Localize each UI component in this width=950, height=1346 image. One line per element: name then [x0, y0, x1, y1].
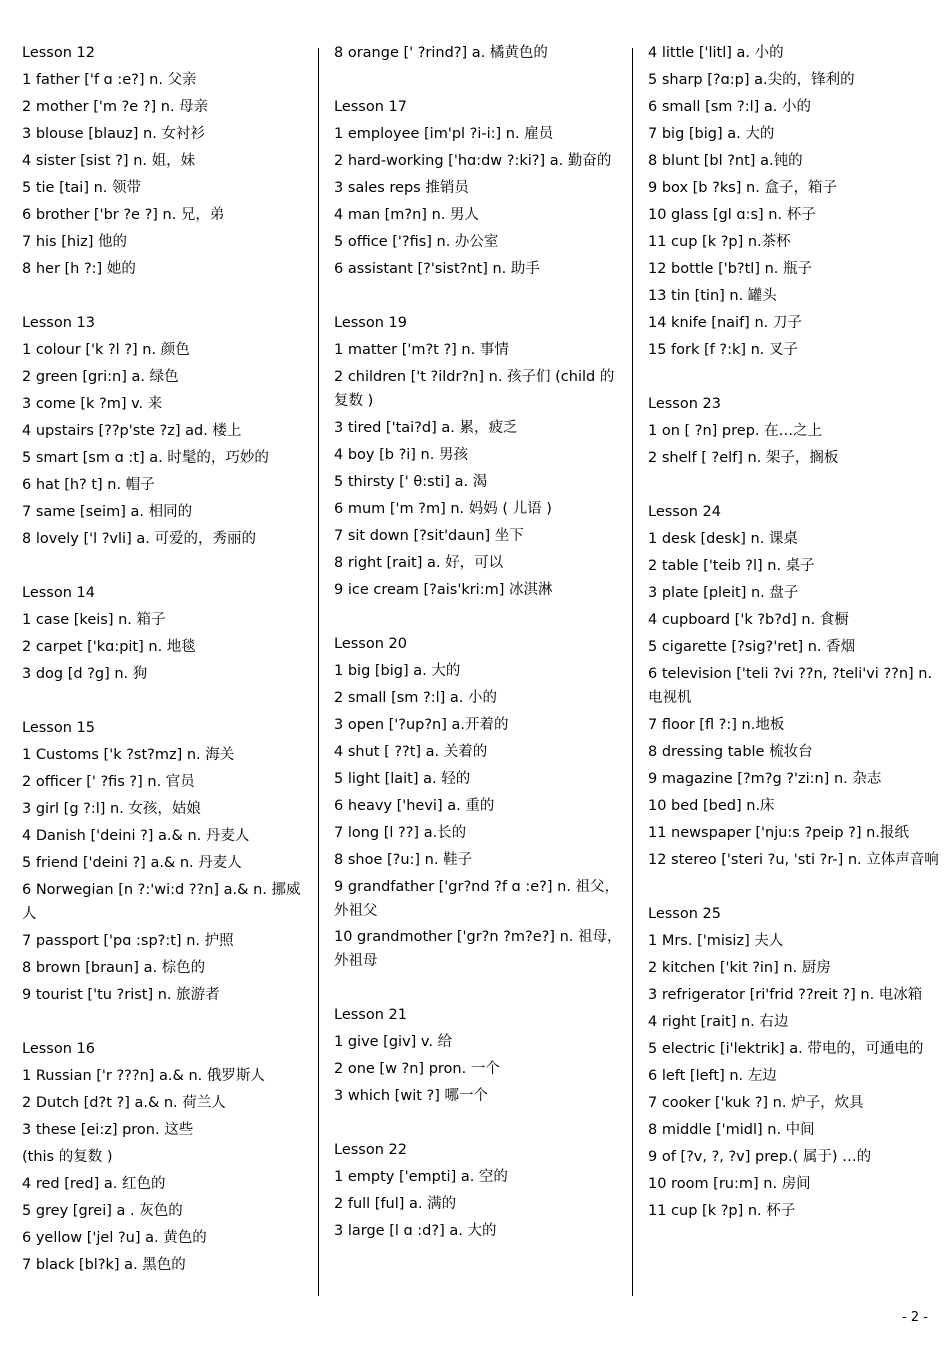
- vocab-entry: 5 tie [tai] n. 领带: [22, 180, 142, 196]
- vocab-entry: 4 boy [b ?i] n. 男孩: [334, 447, 468, 463]
- vocab-entry: 5 grey [grei] a . 灰色的: [22, 1203, 183, 1219]
- lesson-heading: Lesson 19: [334, 315, 407, 331]
- vocab-entry: 8 shoe [?u:] n. 鞋子: [334, 852, 473, 868]
- vocab-entry: 3 refrigerator [ri'frid ??reit ?] n. 电冰箱: [648, 987, 923, 1003]
- vocab-entry: 11 newspaper ['nju:s ?peip ?] n.报纸: [648, 825, 909, 841]
- vocab-entry: 8 lovely ['l ?vli] a. 可爱的，秀丽的: [22, 531, 256, 547]
- vocab-entry: 7 black [bl?k] a. 黑色的: [22, 1257, 186, 1273]
- page-number: - 2 -: [902, 1310, 928, 1325]
- vocab-entry: 2 Dutch [d?t ?] a.& n. 荷兰人: [22, 1095, 226, 1111]
- vocab-entry: 2 one [w ?n] pron. 一个: [334, 1061, 500, 1077]
- vocab-entry: 8 right [rait] a. 好，可以: [334, 555, 504, 571]
- vocab-entry: 3 dog [d ?g] n. 狗: [22, 666, 148, 682]
- vocab-entry: 15 fork [f ?:k] n. 叉子: [648, 342, 799, 358]
- vocab-entry: 3 come [k ?m] v. 来: [22, 396, 163, 412]
- vocab-entry: 4 sister [sist ?] n. 姐，妹: [22, 153, 196, 169]
- vocab-entry: 9 ice cream [?ais'kri:m] 冰淇淋: [334, 582, 553, 598]
- vocab-entry: 2 officer [' ?fis ?] n. 官员: [22, 774, 195, 790]
- vocab-entry: 1 Mrs. ['misiz] 夫人: [648, 933, 784, 949]
- column-2: [334, 40, 624, 1245]
- vocab-entry: 4 right [rait] n. 右边: [648, 1014, 789, 1030]
- vocab-entry: 2 children ['t ?ildr?n] n. 孩子们 (child 的复数 ): [334, 369, 615, 409]
- vocab-entry: 8 middle ['midl] n. 中间: [648, 1122, 815, 1138]
- lesson-spacer: [334, 975, 624, 1002]
- vocab-entry: 2 green [gri:n] a. 绿色: [22, 369, 179, 385]
- vocab-entry: 6 heavy ['hevi] a. 重的: [334, 798, 495, 814]
- lesson-heading: Lesson 22: [334, 1142, 407, 1158]
- column-divider-2: [632, 48, 633, 1296]
- vocab-entry: 4 man [m?n] n. 男人: [334, 207, 479, 223]
- vocab-entry: 1 Russian ['r ???n] a.& n. 俄罗斯人: [22, 1068, 265, 1084]
- lesson-heading: Lesson 12: [22, 45, 95, 61]
- vocab-entry: 6 yellow ['jel ?u] a. 黄色的: [22, 1230, 207, 1246]
- vocab-entry: 5 office ['?fis] n. 办公室: [334, 234, 499, 250]
- lesson-heading: Lesson 24: [648, 504, 721, 520]
- vocab-entry: 3 large [l ɑ :d?] a. 大的: [334, 1223, 497, 1239]
- vocab-entry: 4 cupboard ['k ?b?d] n. 食橱: [648, 612, 849, 628]
- vocab-entry: 9 grandfather ['gr?nd ?f ɑ :e?] n. 祖父，外祖父: [334, 879, 620, 919]
- vocab-entry: 2 carpet ['kɑ:pit] n. 地毯: [22, 639, 196, 655]
- vocab-entry: 13 tin [tin] n. 罐头: [648, 288, 777, 304]
- vocab-entry: 10 room [ru:m] n. 房间: [648, 1176, 811, 1192]
- vocab-entry: 1 case [keis] n. 箱子: [22, 612, 166, 628]
- vocab-entry: 5 smart [sm ɑ :t] a. 时髦的，巧妙的: [22, 450, 269, 466]
- vocab-entry: 10 glass [gl ɑ:s] n. 杯子: [648, 207, 816, 223]
- vocab-entry: 1 Customs ['k ?st?mz] n. 海关: [22, 747, 235, 763]
- vocab-entry: 3 girl [g ?:l] n. 女孩，姑娘: [22, 801, 201, 817]
- vocab-entry: 7 sit down [?sit'daun] 坐下: [334, 528, 524, 544]
- vocab-entry: 8 orange [' ?rind?] a. 橘黄色的: [334, 45, 548, 61]
- lesson-spacer: [648, 364, 938, 391]
- vocab-entry: 4 red [red] a. 红色的: [22, 1176, 166, 1192]
- vocab-entry: 6 left [left] n. 左边: [648, 1068, 777, 1084]
- vocab-entry: 3 blouse [blauz] n. 女衬衫: [22, 126, 205, 142]
- vocab-entry: 3 sales reps 推销员: [334, 180, 469, 196]
- vocab-entry: 6 hat [h? t] n. 帽子: [22, 477, 155, 493]
- vocab-entry: 2 shelf [ ?elf] n. 架子，搁板: [648, 450, 839, 466]
- vocab-entry: 7 same [seim] a. 相同的: [22, 504, 193, 520]
- vocab-entry: 3 tired ['tai?d] a. 累，疲乏: [334, 420, 518, 436]
- vocab-entry: 8 brown [braun] a. 棕色的: [22, 960, 206, 976]
- vocab-entry: 6 small [sm ?:l] a. 小的: [648, 99, 811, 115]
- vocab-entry: 7 his [hiz] 他的: [22, 234, 127, 250]
- vocab-entry: 3 plate [pleit] n. 盘子: [648, 585, 799, 601]
- vocab-entry: 6 assistant [?'sist?nt] n. 助手: [334, 261, 540, 277]
- lesson-spacer: [648, 472, 938, 499]
- vocab-entry: 1 father ['f ɑ :e?] n. 父亲: [22, 72, 197, 88]
- lesson-spacer: [22, 688, 312, 715]
- lesson-heading: Lesson 20: [334, 636, 407, 652]
- vocab-entry: 5 thirsty [' θ:sti] a. 渴: [334, 474, 488, 490]
- vocab-entry: 6 mum ['m ?m] n. 妈妈 ( 儿语 ): [334, 501, 552, 517]
- vocab-entry: 3 which [wit ?] 哪一个: [334, 1088, 488, 1104]
- lesson-heading: Lesson 25: [648, 906, 721, 922]
- vocab-entry: 9 tourist ['tu ?rist] n. 旅游者: [22, 987, 220, 1003]
- lesson-spacer: [334, 283, 624, 310]
- lesson-spacer: [334, 604, 624, 631]
- vocab-entry: 8 her [h ?:] 她的: [22, 261, 136, 277]
- vocab-entry: 1 employee [im'pl ?i-i:] n. 雇员: [334, 126, 554, 142]
- vocab-entry: 5 sharp [?ɑ:p] a.尖的，锋利的: [648, 72, 855, 88]
- column-3: [648, 40, 938, 1225]
- lesson-heading: Lesson 13: [22, 315, 95, 331]
- vocab-entry: 12 stereo ['steri ?u, 'sti ?r-] n. 立体声音响: [648, 852, 939, 868]
- vocab-entry: 4 upstairs [??p'ste ?z] ad. 楼上: [22, 423, 242, 439]
- vocab-entry: 1 give [giv] v. 给: [334, 1034, 453, 1050]
- vocab-entry: 2 mother ['m ?e ?] n. 母亲: [22, 99, 209, 115]
- vocab-entry: 9 of [?v, ?, ?v] prep.( 属于) …的: [648, 1149, 872, 1165]
- vocab-entry: 4 little ['litl] a. 小的: [648, 45, 784, 61]
- vocab-entry: 1 matter ['m?t ?] n. 事情: [334, 342, 509, 358]
- column-1: [22, 40, 312, 1279]
- vocab-entry: (this 的复数 ): [22, 1149, 113, 1165]
- lesson-heading: Lesson 15: [22, 720, 95, 736]
- vocab-entry: 12 bottle ['b?tl] n. 瓶子: [648, 261, 812, 277]
- vocab-entry: 1 colour ['k ?l ?] n. 颜色: [22, 342, 190, 358]
- vocab-entry: 1 desk [desk] n. 课桌: [648, 531, 798, 547]
- vocab-entry: 9 magazine [?m?g ?'zi:n] n. 杂志: [648, 771, 882, 787]
- vocab-entry: 6 Norwegian [n ?:'wi:d ??n] a.& n. 挪威人: [22, 882, 301, 922]
- vocab-entry: 2 full [ful] a. 满的: [334, 1196, 457, 1212]
- column-divider-1: [318, 48, 319, 1296]
- vocab-entry: 7 floor [fl ?:] n.地板: [648, 717, 785, 733]
- vocab-entry: 3 these [ei:z] pron. 这些: [22, 1122, 194, 1138]
- lesson-heading: Lesson 14: [22, 585, 95, 601]
- vocab-entry: 5 cigarette [?sig?'ret] n. 香烟: [648, 639, 856, 655]
- vocab-entry: 7 big [big] a. 大的: [648, 126, 775, 142]
- lesson-heading: Lesson 21: [334, 1007, 407, 1023]
- lesson-spacer: [648, 874, 938, 901]
- lesson-spacer: [22, 553, 312, 580]
- vocab-entry: 8 dressing table 梳妆台: [648, 744, 813, 760]
- vocab-entry: 1 on [ ?n] prep. 在…之上: [648, 423, 823, 439]
- vocab-entry: 6 brother ['br ?e ?] n. 兄，弟: [22, 207, 225, 223]
- vocab-entry: 14 knife [naif] n. 刀子: [648, 315, 802, 331]
- lesson-heading: Lesson 23: [648, 396, 721, 412]
- lesson-heading: Lesson 17: [334, 99, 407, 115]
- vocab-entry: 4 Danish ['deini ?] a.& n. 丹麦人: [22, 828, 250, 844]
- vocab-entry: 7 cooker ['kuk ?] n. 炉子，炊具: [648, 1095, 864, 1111]
- vocab-entry: 5 electric [i'lektrik] a. 带电的，可通电的: [648, 1041, 924, 1057]
- vocab-entry: 4 shut [ ??t] a. 关着的: [334, 744, 488, 760]
- vocab-entry: 9 box [b ?ks] n. 盒子，箱子: [648, 180, 837, 196]
- vocab-entry: 10 grandmother ['gr?n ?m?e?] n. 祖母，外祖母: [334, 929, 622, 969]
- vocab-entry: 2 small [sm ?:l] a. 小的: [334, 690, 497, 706]
- lesson-heading: Lesson 16: [22, 1041, 95, 1057]
- vocab-entry: 3 open ['?up?n] a.开着的: [334, 717, 509, 733]
- vocab-entry: 1 empty ['empti] a. 空的: [334, 1169, 508, 1185]
- vocab-entry: 5 light [lait] a. 轻的: [334, 771, 471, 787]
- vocab-entry: 8 blunt [bl ?nt] a.钝的: [648, 153, 803, 169]
- vocab-entry: 2 table ['teib ?l] n. 桌子: [648, 558, 815, 574]
- lesson-spacer: [22, 283, 312, 310]
- vocab-entry: 10 bed [bed] n.床: [648, 798, 775, 814]
- lesson-spacer: [334, 1110, 624, 1137]
- vocab-entry: 7 long [l ??] a.长的: [334, 825, 467, 841]
- vocab-entry: 11 cup [k ?p] n. 杯子: [648, 1203, 796, 1219]
- vocab-entry: 5 friend ['deini ?] a.& n. 丹麦人: [22, 855, 242, 871]
- vocab-entry: 7 passport ['pɑ :sp?:t] n. 护照: [22, 933, 234, 949]
- lesson-spacer: [334, 67, 624, 94]
- vocab-entry: 6 television ['teli ?vi ??n, ?teli'vi ??n] n. 电视机: [648, 666, 933, 706]
- vocab-entry: 2 kitchen ['kit ?in] n. 厨房: [648, 960, 831, 976]
- vocab-entry: 2 hard-working ['hɑ:dw ?:ki?] a. 勤奋的: [334, 153, 612, 169]
- vocab-entry: 11 cup [k ?p] n.茶杯: [648, 234, 791, 250]
- lesson-spacer: [22, 1009, 312, 1036]
- vocab-entry: 1 big [big] a. 大的: [334, 663, 461, 679]
